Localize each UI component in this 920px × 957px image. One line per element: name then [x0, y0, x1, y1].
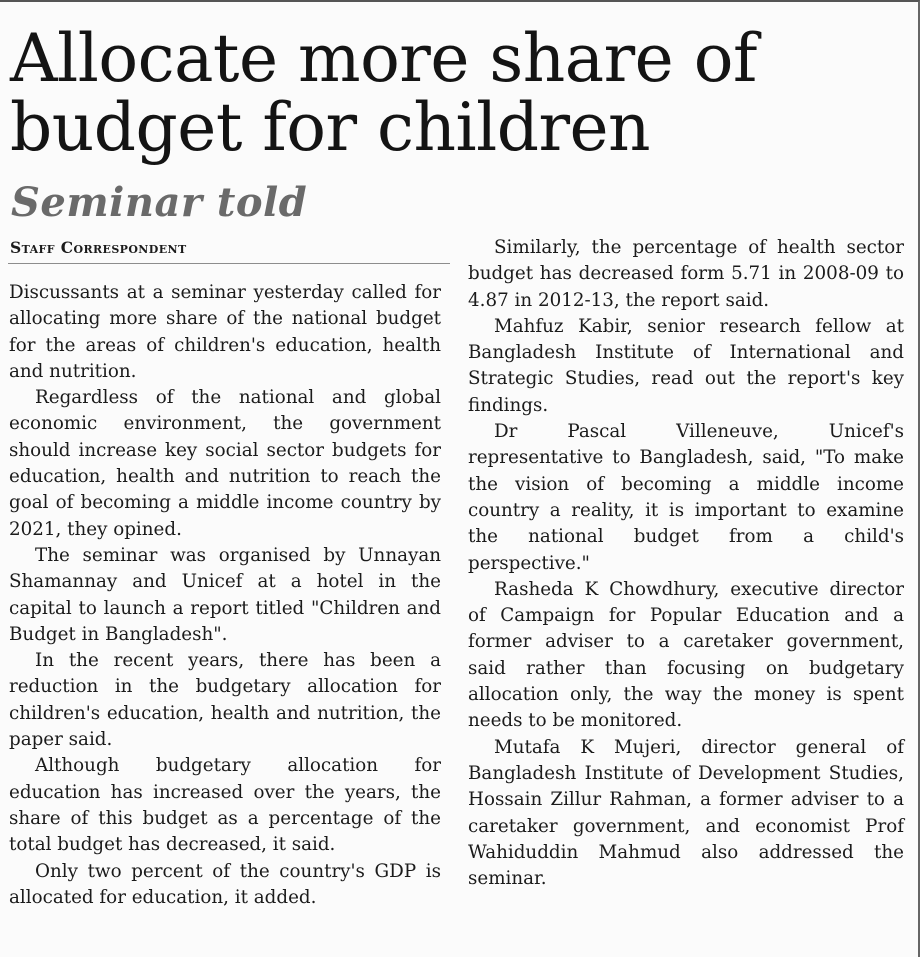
paragraph: Regardless of the national and global economic environment, the government should increase key social sector budgets for education, health and nutrition to reach the goal of becoming a middle income country by 2021, they opined.	[9, 387, 441, 540]
paragraph: Dr Pascal Villeneuve, Unicef's representative to Bangladesh, said, "To make the vision of becoming a middle income country a reality, it is important to examine the national budget from a child's perspective."	[468, 421, 904, 574]
paragraph: In the recent years, there has been a reduction in the budgetary allocation for children's education, health and nutrition, the paper said.	[9, 650, 441, 751]
paragraph: Rasheda K Chowdhury, executive director of Campaign for Popular Education and a former adviser to a caretaker government, said rather than focusing on budgetary allocation only, the way the money is spent needs to be monitored.	[468, 578, 904, 732]
paragraph: Mutafa K Mujeri, director general of Bangladesh Institute of Development Studies, Hossain Zillur Rahman, a former adviser to a caretaker government, and economist Prof Wahiduddin Mahmud also addressed the seminar.	[468, 736, 904, 890]
paragraph: Only two percent of the country's GDP is allocated for education, it added.	[9, 860, 441, 908]
article-column-right	[468, 235, 904, 892]
paragraph: The seminar was organised by Unnayan Shamannay and Unicef at a hotel in the capital to launch a report titled "Children and Budget in Bangladesh".	[9, 544, 441, 645]
paragraph: Although budgetary allocation for education has increased over the years, the share of this budget as a percentage of the total budget has decreased, it said.	[9, 755, 441, 856]
paragraph: Similarly, the percentage of health sector budget has decreased form 5.71 in 2008-09 to 4.87 in 2012-13, the report said.	[468, 237, 904, 311]
subheadline: Seminar told	[11, 179, 308, 226]
paragraph: Mahfuz Kabir, senior research fellow at Bangladesh Institute of International and Strategic Studies, read out the report's key findings.	[468, 315, 904, 416]
headline: Allocate more share of budget for children	[10, 20, 757, 166]
paragraph: Discussants at a seminar yesterday called for allocating more share of the national budget for the areas of children's education, health and nutrition.	[9, 282, 441, 382]
byline: Staff Correspondent	[10, 238, 187, 257]
article-column-left	[9, 280, 441, 911]
byline-rule	[8, 263, 450, 264]
